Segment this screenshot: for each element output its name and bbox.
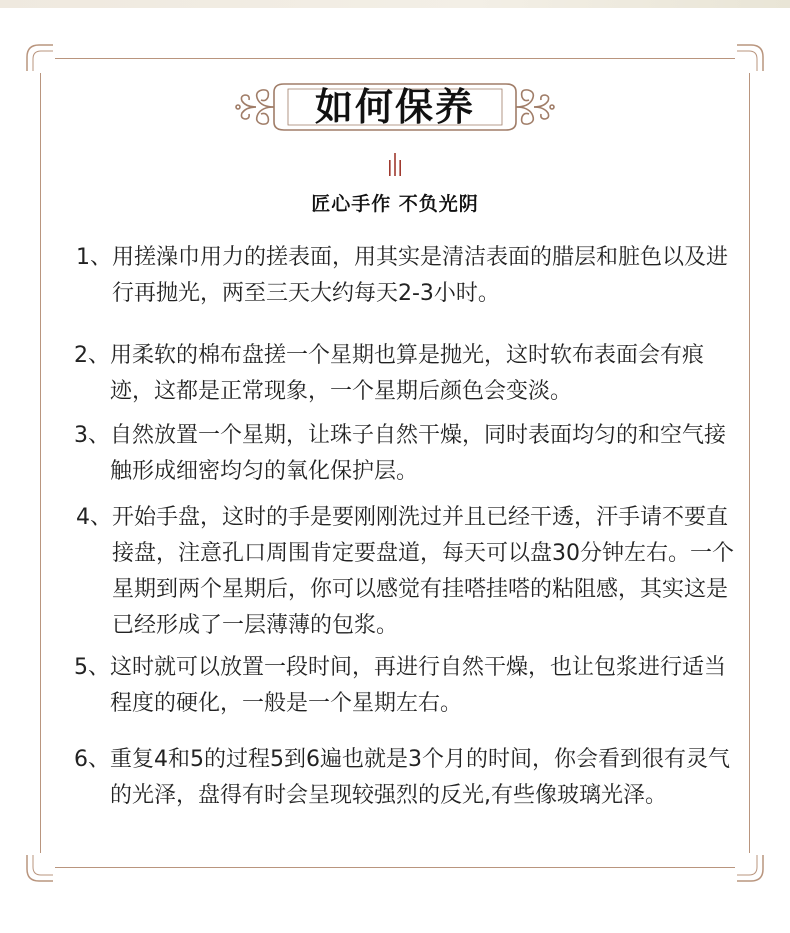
step-number: 4、 (76, 505, 112, 530)
page-title: 如何保养 (314, 84, 475, 129)
step-text: 这时就可以放置一段时间，再进行自然干燥，也让包浆进行适当程度的硬化，一般是一个星期左右。 (110, 655, 727, 716)
step-text: 重复4和5的过程5到6遍也就是3个月的时间，你会看到很有灵气的光泽，盘得有时会呈现较强烈的反光,有些像玻璃光泽。 (110, 747, 730, 808)
list-item (74, 742, 734, 814)
corner-ornament-icon (25, 43, 55, 73)
corner-ornament-icon (25, 853, 55, 883)
step-number: 6、 (74, 747, 110, 772)
step-text: 用柔软的棉布盘搓一个星期也算是抛光，这时软布表面会有痕迹，这都是正常现象，一个星期后颜色会变淡。 (110, 343, 705, 404)
title-banner (232, 78, 558, 136)
corner-ornament-icon (735, 853, 765, 883)
top-decorative-strip (0, 0, 790, 8)
list-item (76, 500, 736, 644)
step-number: 1、 (76, 245, 112, 270)
list-item (74, 338, 734, 410)
page-subtitle: 匠心手作 不负光阴 (311, 193, 479, 215)
corner-ornament-icon (735, 43, 765, 73)
list-item (76, 240, 736, 312)
divider-mark-icon (386, 152, 404, 178)
step-number: 3、 (74, 423, 110, 448)
step-number: 5、 (74, 655, 110, 680)
step-text: 开始手盘，这时的手是要刚刚洗过并且已经干透，汗手请不要直接盘，注意孔口周围肯定要盘道，每天可以盘30分钟左右。一个星期到两个星期后，你可以感觉有挂嗒挂嗒的粘阻感，其实这是已经形成了一层薄薄的包浆。 (112, 505, 734, 638)
step-number: 2、 (74, 343, 110, 368)
step-text: 自然放置一个星期，让珠子自然干燥，同时表面均匀的和空气接触形成细密均匀的氧化保护层。 (110, 423, 727, 484)
step-text: 用搓澡巾用力的搓表面，用其实是清洁表面的腊层和脏色以及进行再抛光，两至三天大约每天2-3小时。 (112, 245, 729, 306)
list-item (74, 650, 734, 722)
list-item (74, 418, 734, 490)
